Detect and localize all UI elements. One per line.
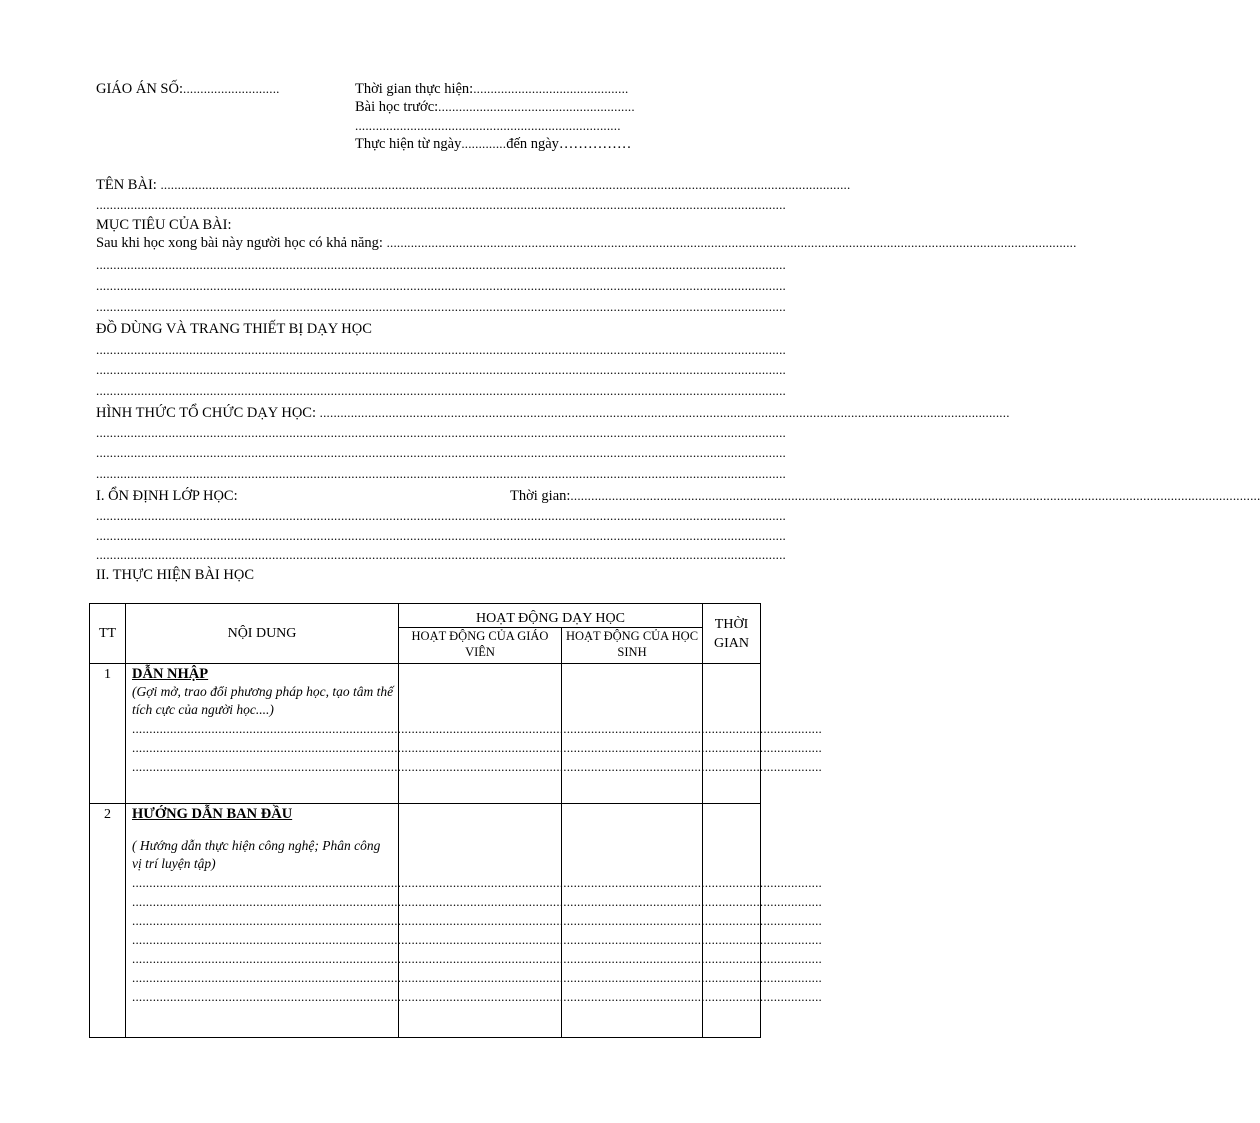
cell-dot-line: ........................................................................................................................................................................................................: [132, 989, 822, 1004]
dot-line: ........................................................................................................................................................................................................: [96, 278, 786, 293]
cell-dot-line: ........................................................................................................................................................................................................: [132, 875, 822, 890]
dot-line: ........................................................................................................................................................................................................: [96, 257, 786, 272]
lesson-name: [96, 176, 851, 194]
table-row: [90, 664, 761, 804]
implementation-heading: II. THỰC HIỆN BÀI HỌC: [96, 567, 254, 583]
organization-dots: ........................................................................................................................................................................................................: [319, 405, 1010, 420]
row-title: DẪN NHẬP: [132, 666, 209, 682]
dot-line: ........................................................................................................................................................................................................: [96, 425, 786, 440]
col-content-header: NỘI DUNG: [126, 604, 399, 664]
cell-dot-line: ........................................................................................................................................................................................................: [132, 721, 822, 736]
objectives-intro-dots: ........................................................................................................................................................................................................: [386, 235, 1077, 250]
lesson-number: [96, 80, 280, 98]
col-teacher-header: HOẠT ĐỘNG CỦA GIÁO VIÊN: [399, 628, 562, 664]
lesson-name-dots: ........................................................................................................................................................................................................: [160, 177, 851, 192]
cell-dot-line: ........................................................................................................................................................................................................: [132, 970, 822, 985]
exec-time-label: Thời gian thực hiện:: [355, 81, 474, 97]
row-content: [126, 804, 822, 1038]
exec-from-label: Thực hiện từ ngày: [355, 136, 462, 152]
dot-line: ........................................................................................................................................................................................................: [96, 528, 786, 543]
objectives-intro-label: Sau khi học xong bài này người học có khả năng:: [96, 235, 383, 251]
exec-to-label: đến ngày……………: [506, 136, 632, 152]
exec-time: [355, 80, 628, 98]
exec-time-dots: .............................................: [473, 81, 629, 96]
stabilize-heading: I. ỔN ĐỊNH LỚP HỌC:: [96, 488, 238, 504]
row-title: HƯỚNG DẪN BAN ĐẦU: [132, 806, 293, 822]
stabilize-time: [510, 487, 1260, 505]
stabilize-time-label: Thời gian:: [510, 488, 571, 504]
row-number: 1: [90, 664, 126, 804]
cell-dot-line: ........................................................................................................................................................................................................: [132, 932, 822, 947]
dot-line: ........................................................................................................................................................................................................: [96, 466, 786, 481]
col-student-header: HOẠT ĐỘNG CỦA HỌC SINH: [562, 628, 703, 664]
previous-lesson: [355, 98, 635, 116]
lesson-plan-table: [89, 603, 822, 1038]
dot-line: ........................................................................................................................................................................................................: [96, 383, 786, 398]
row-note: ( Hướng dẫn thực hiện công nghệ; Phân công vị trí luyện tập): [132, 838, 381, 871]
objectives-intro: [96, 234, 1077, 252]
cell-dot-line: ........................................................................................................................................................................................................: [132, 951, 822, 966]
previous-lesson-line2-dots: .............................................................................: [355, 118, 621, 133]
table-header-row: [90, 604, 761, 628]
execution-dates: [355, 135, 631, 153]
dot-line: ........................................................................................................................................................................................................: [96, 342, 786, 357]
equipment-heading: ĐỒ DÙNG VÀ TRANG THIẾT BỊ DẠY HỌC: [96, 321, 372, 337]
col-time-header: THỜI GIAN: [703, 604, 761, 664]
exec-from-dots: .............: [461, 136, 507, 151]
previous-lesson-label: Bài học trước:: [355, 99, 439, 115]
table-row: [90, 804, 761, 1038]
row-number: 2: [90, 804, 126, 1038]
previous-lesson-dots: .........................................................: [438, 99, 635, 114]
col-tt-header: TT: [90, 604, 126, 664]
objectives-heading: MỤC TIÊU CỦA BÀI:: [96, 217, 232, 233]
cell-dot-line: ........................................................................................................................................................................................................: [132, 759, 822, 774]
lesson-number-dots: ............................: [183, 81, 280, 96]
dot-line: ........................................................................................................................................................................................................: [96, 197, 786, 212]
previous-lesson-line2: [355, 117, 621, 135]
cell-dot-line: ........................................................................................................................................................................................................: [132, 913, 822, 928]
organization-label: HÌNH THỨC TỔ CHỨC DẠY HỌC:: [96, 405, 317, 421]
cell-dot-line: ........................................................................................................................................................................................................: [132, 894, 822, 909]
organization: [96, 404, 1010, 422]
dot-line: ........................................................................................................................................................................................................: [96, 362, 786, 377]
col-activity-header: HOẠT ĐỘNG DẠY HỌC: [399, 604, 703, 628]
dot-line: ........................................................................................................................................................................................................: [96, 508, 786, 523]
cell-dot-line: ........................................................................................................................................................................................................: [132, 740, 822, 755]
lesson-number-label: GIÁO ÁN SỐ:: [96, 81, 183, 97]
dot-line: ........................................................................................................................................................................................................: [96, 299, 786, 314]
stabilize-time-dots: ........................................................................................................................................................................................................: [570, 488, 1260, 503]
row-content: [126, 664, 822, 804]
lesson-name-label: TÊN BÀI:: [96, 177, 157, 193]
dot-line: ........................................................................................................................................................................................................: [96, 547, 786, 562]
row-note: (Gợi mở, trao đổi phương pháp học, tạo tâm thế tích cực của người học....): [132, 684, 394, 717]
dot-line: ........................................................................................................................................................................................................: [96, 445, 786, 460]
